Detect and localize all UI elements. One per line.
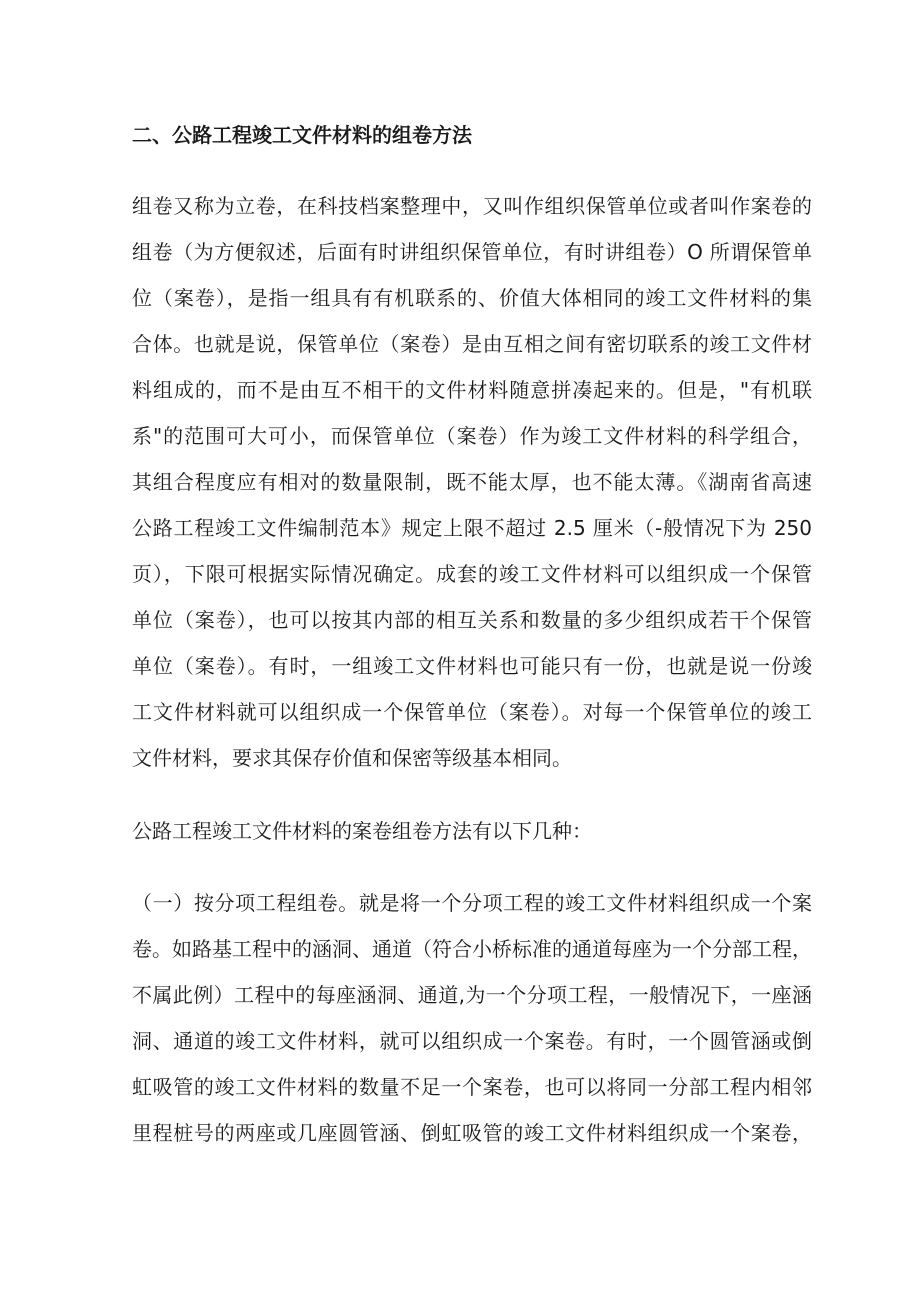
text-line: 卷。如路基工程中的涵洞、通道（符合小桥标准的通道每座为一个分部工程， bbox=[132, 937, 812, 961]
text-line: 公路工程竣工文件编制范本》规定上限不超过 2.5 厘米（-般情况下为 250 bbox=[132, 516, 812, 540]
section-heading: 二、公路工程竣工文件材料的组卷方法 bbox=[132, 123, 472, 147]
text-line: 料组成的，而不是由互不相干的文件材料随意拼凑起来的。但是，"有机联 bbox=[132, 378, 812, 402]
text-line: 文件材料，要求其保存价值和保密等级基本相同。 bbox=[132, 746, 572, 770]
paragraph-definition bbox=[132, 183, 812, 781]
paragraph-method-one bbox=[132, 880, 812, 1156]
text-line: 不属此例）工程中的每座涵洞、通道,为一个分项工程，一般情况下，一座涵 bbox=[132, 983, 812, 1007]
paragraph-methods-intro bbox=[132, 808, 812, 854]
text-line: 洞、通道的竣工文件材料，就可以组织成一个案卷。有时，一个圆管涵或倒 bbox=[132, 1029, 812, 1053]
text-line: 公路工程竣工文件材料的案卷组卷方法有以下几种： bbox=[132, 819, 592, 843]
text-line: 工文件材料就可以组织成一个保管单位（案卷）。对每一个保管单位的竣工 bbox=[132, 700, 812, 724]
text-line: 其组合程度应有相对的数量限制，既不能太厚，也不能太薄。《湖南省高速 bbox=[132, 470, 812, 494]
text-line: （一）按分项工程组卷。就是将一个分项工程的竣工文件材料组织成一个案 bbox=[132, 891, 812, 915]
text-line: 系"的范围可大可小，而保管单位（案卷）作为竣工文件材料的科学组合， bbox=[132, 424, 812, 448]
text-line: 组卷（为方便叙述，后面有时讲组织保管单位，有时讲组卷）O 所谓保管单 bbox=[132, 240, 812, 264]
text-line: 里程桩号的两座或几座圆管涵、倒虹吸管的竣工文件材料组织成一个案卷， bbox=[132, 1121, 812, 1145]
text-line: 页），下限可根据实际情况确定。成套的竣工文件材料可以组织成一个保管 bbox=[132, 562, 812, 586]
text-line: 位（案卷），是指一组具有有机联系的、价值大体相同的竣工文件材料的集 bbox=[132, 286, 812, 310]
text-line: 单位（案卷），也可以按其内部的相互关系和数量的多少组织成若干个保管 bbox=[132, 608, 812, 632]
text-line: 合体。也就是说，保管单位（案卷）是由互相之间有密切联系的竣工文件材 bbox=[132, 332, 812, 356]
text-line: 单位（案卷）。有时，一组竣工文件材料也可能只有一份，也就是说一份竣 bbox=[132, 654, 812, 678]
text-line: 组卷又称为立卷，在科技档案整理中，又叫作组织保管单位或者叫作案卷的 bbox=[132, 194, 812, 218]
text-line: 虹吸管的竣工文件材料的数量不足一个案卷，也可以将同一分部工程内相邻 bbox=[132, 1075, 812, 1099]
